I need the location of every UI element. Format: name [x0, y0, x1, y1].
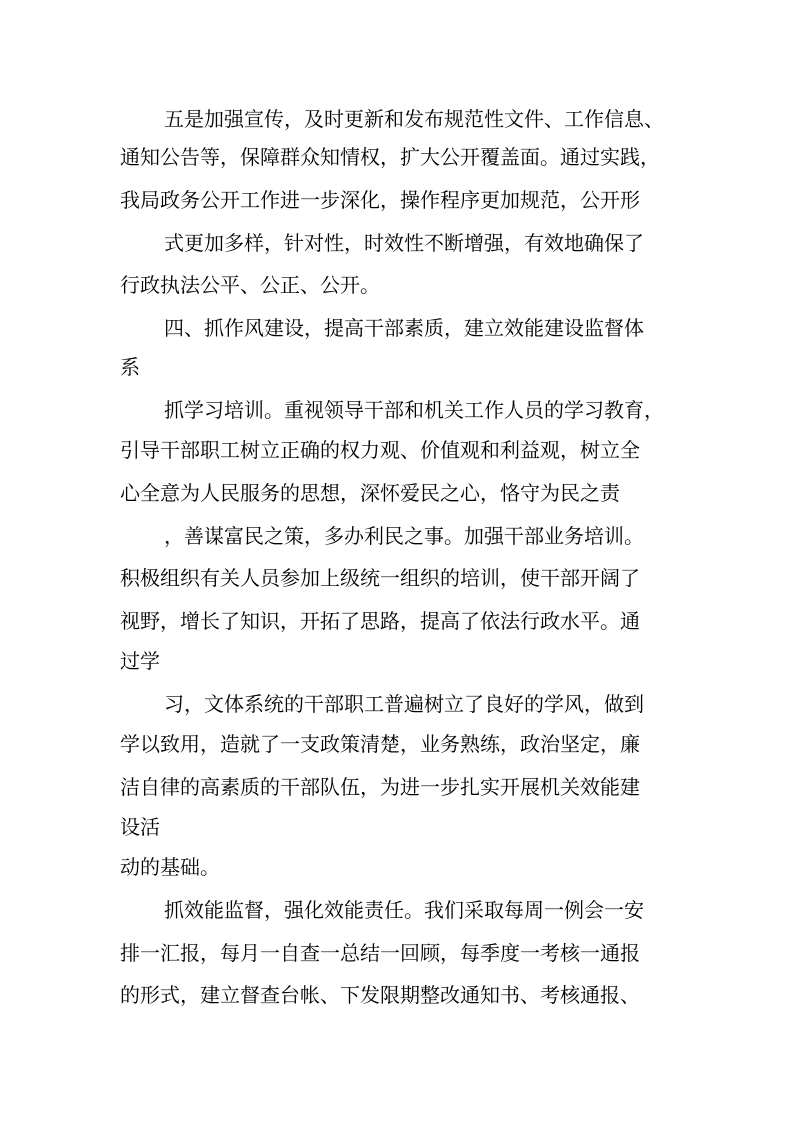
text-line: 我局政务公开工作进一步深化，操作程序更加规范，公开形: [120, 188, 640, 212]
section-heading-continued: 系: [120, 355, 140, 379]
text-line: 设活: [120, 815, 160, 839]
text-line: ，善谋富民之策，多办利民之事。加强干部业务培训。: [164, 524, 644, 548]
text-line: 引导干部职工树立正确的权力观、价值观和利益观，树立全: [120, 438, 640, 462]
text-line: 通知公告等，保障群众知情权，扩大公开覆盖面。通过实践，: [120, 145, 660, 169]
text-line: 排一汇报，每月一自查一总结一回顾，每季度一考核一通报: [120, 941, 640, 965]
text-line: 过学: [120, 649, 160, 673]
text-line: 式更加多样，针对性，时效性不断增强，有效地确保了: [164, 231, 644, 255]
text-line: 洁自律的高素质的干部队伍，为进一步扎实开展机关效能建: [120, 775, 640, 799]
text-line: 视野，增长了知识，开拓了思路，提高了依法行政水平。通: [120, 609, 640, 633]
text-line: 习，文体系统的干部职工普遍树立了良好的学风，做到: [164, 692, 644, 716]
text-line: 心全意为人民服务的思想，深怀爱民之心，恪守为民之责: [120, 481, 620, 505]
text-line: 行政执法公平、公正、公开。: [120, 273, 380, 297]
text-line: 的形式，建立督查台帐、下发限期整改通知书、考核通报、: [120, 983, 640, 1007]
text-line: 抓学习培训。重视领导干部和机关工作人员的学习教育，: [164, 398, 664, 422]
text-line: 五是加强宣传，及时更新和发布规范性文件、工作信息、: [164, 107, 664, 131]
section-heading: 四、抓作风建设，提高干部素质，建立效能建设监督体: [164, 316, 644, 340]
text-line: 抓效能监督，强化效能责任。我们采取每周一例会一安: [164, 898, 644, 922]
text-line: 积极组织有关人员参加上级统一组织的培训，使干部开阔了: [120, 566, 640, 590]
text-line: 学以致用，造就了一支政策清楚，业务熟练，政治坚定，廉: [120, 732, 640, 756]
text-line: 动的基础。: [120, 855, 220, 879]
